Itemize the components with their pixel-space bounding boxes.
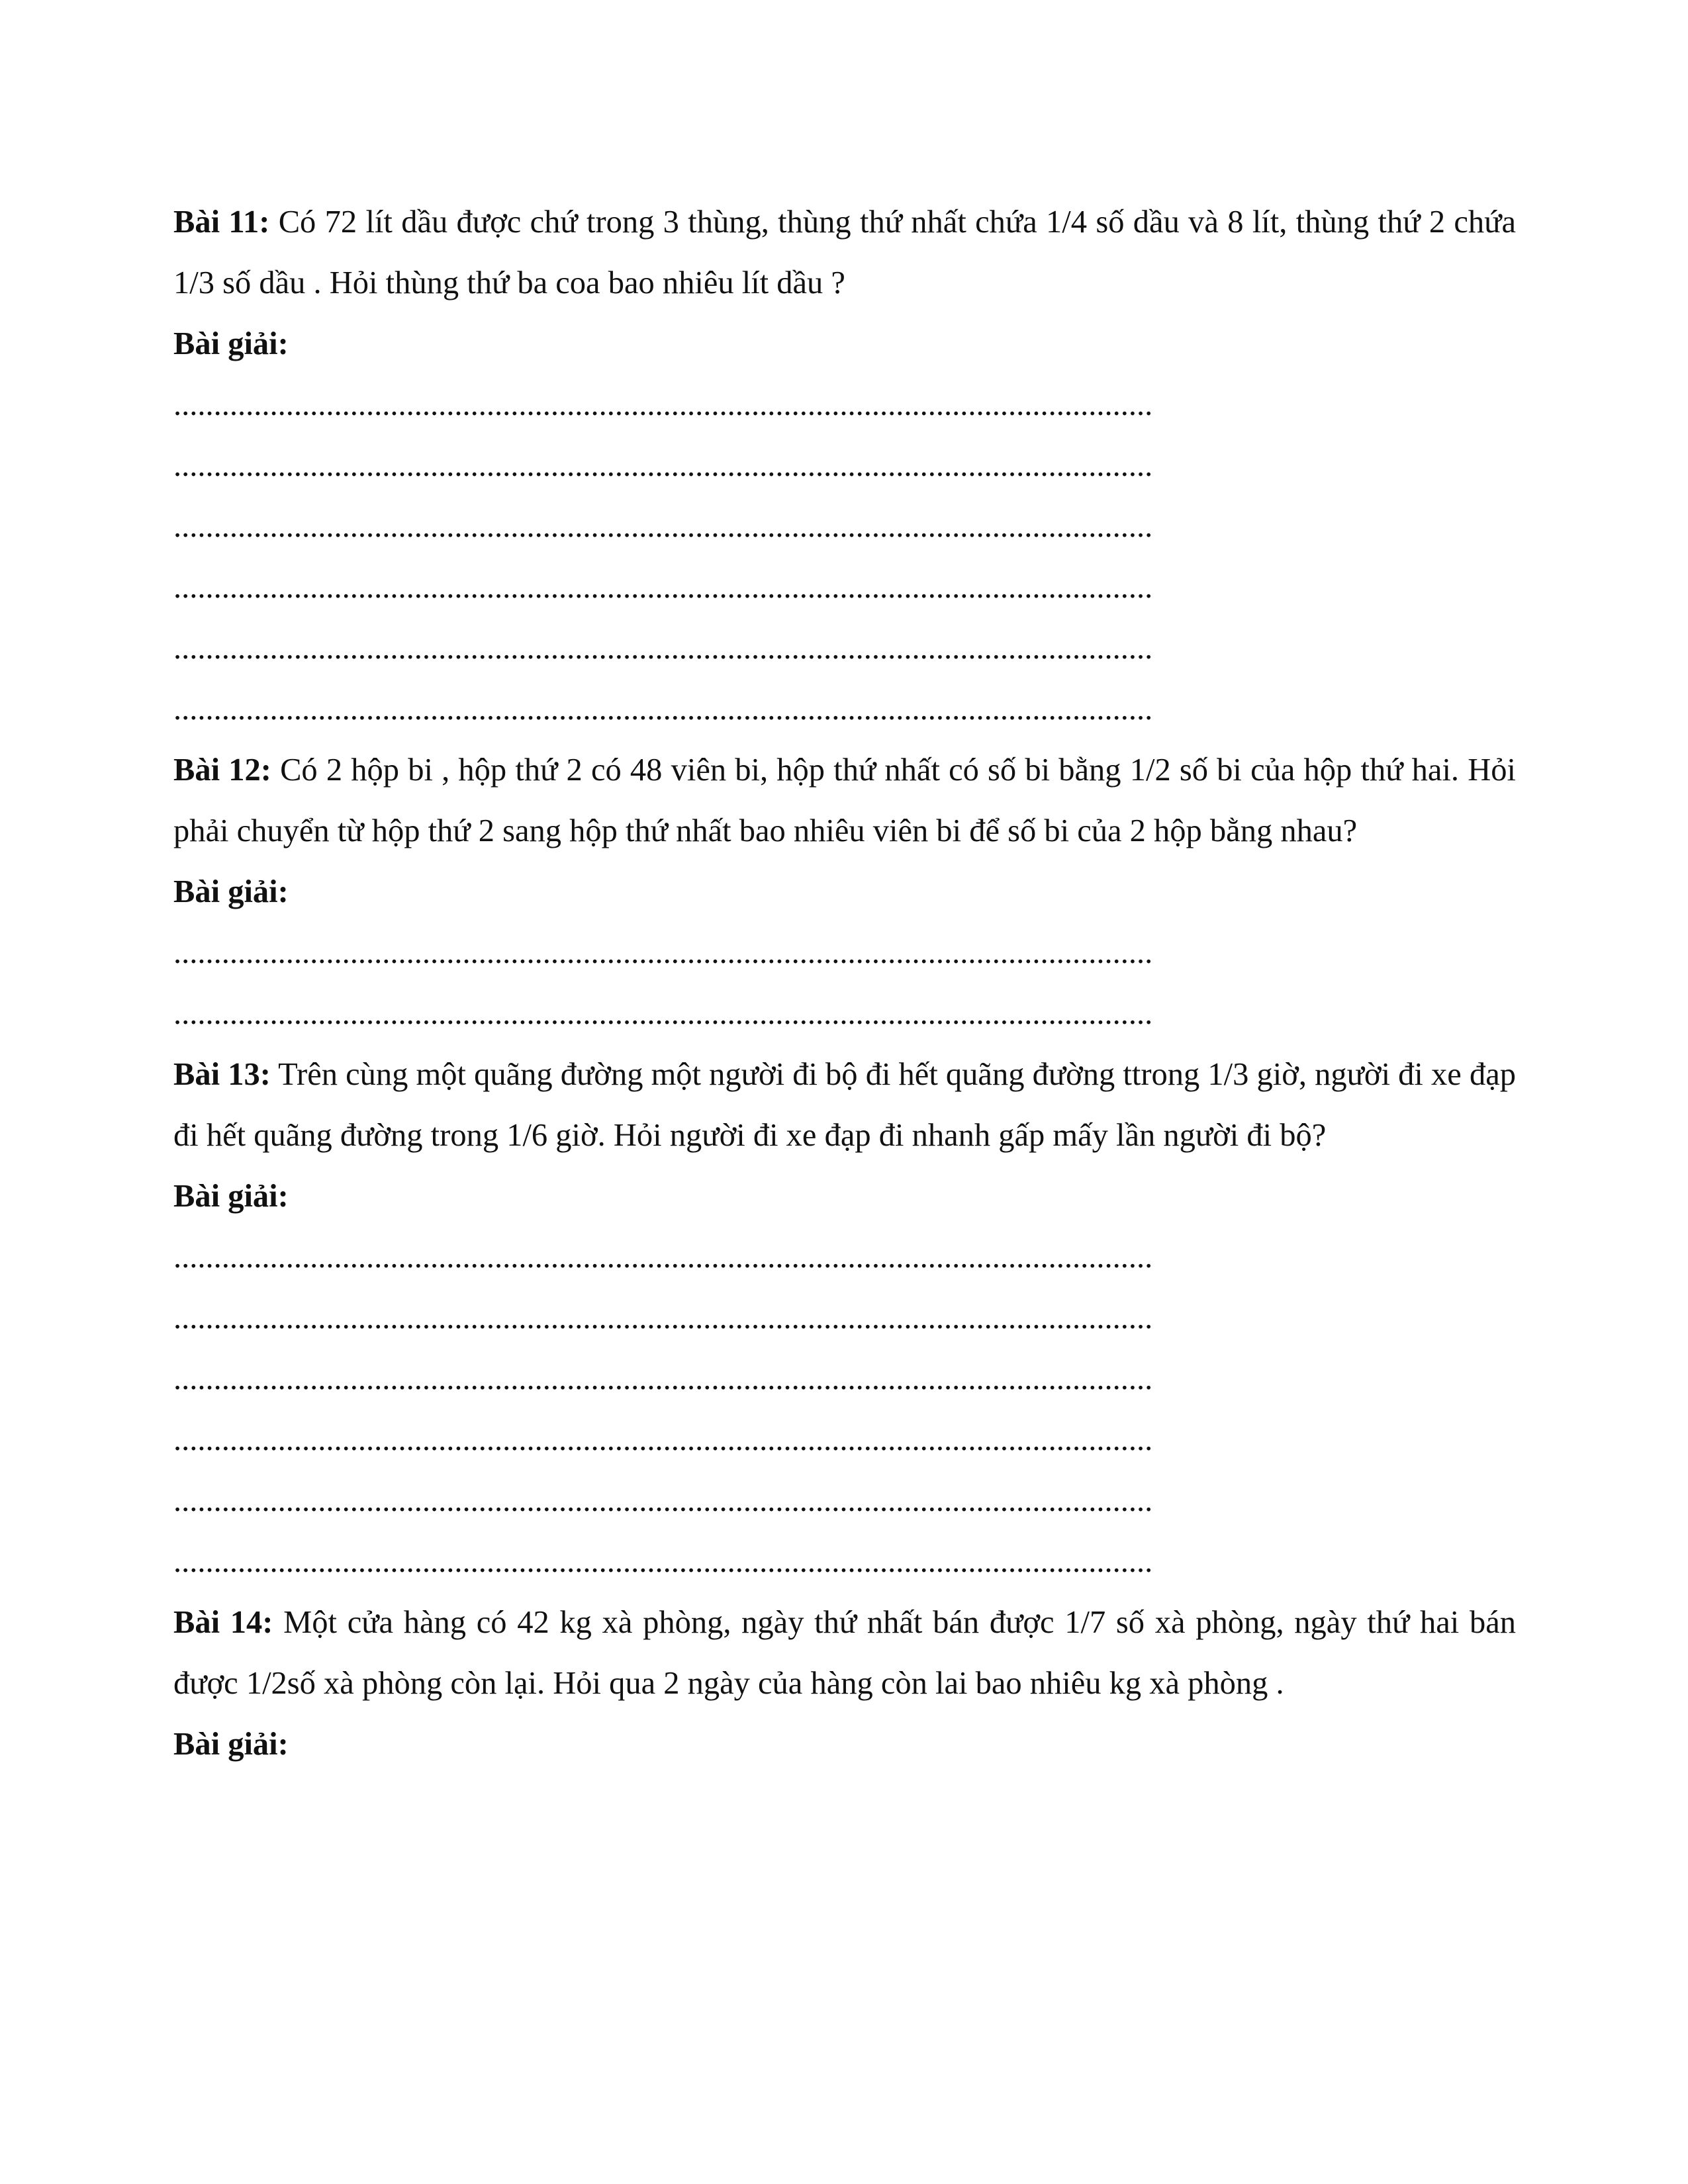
problem-12-text: Có 2 hộp bi , hộp thứ 2 có 48 viên bi, hộp thứ nhất có số bi bằng 1/2 số bi của hộp thứ hai. Hỏi phải chuyển từ hộp thứ 2 sang hộp thứ nhất bao nhiêu viên bi để số bi của 2 hộp bằng nhau? (173, 752, 1516, 848)
answer-line: .......................................................................................................................... (173, 996, 1153, 1031)
worksheet-page (173, 192, 1516, 1775)
answer-line: .......................................................................................................................... (173, 1422, 1153, 1457)
problem-14-statement (173, 1592, 1516, 1714)
problem-12-label: Bài 12: (173, 752, 271, 788)
problem-14 (173, 1592, 1516, 1775)
problem-13-statement (173, 1044, 1516, 1166)
problem-11 (173, 192, 1516, 740)
answer-line: .......................................................................................................................... (173, 1240, 1153, 1275)
answer-line: .......................................................................................................................... (173, 1544, 1153, 1579)
answer-line: .......................................................................................................................... (173, 570, 1153, 605)
problem-11-text: Có 72 lít dầu được chứ trong 3 thùng, thùng thứ nhất chứa 1/4 số dầu và 8 lít, thùng thứ 2 chứa 1/3 số dầu . Hỏi thùng thứ ba coa bao nhiêu lít dầu ? (173, 205, 1516, 300)
answer-line: .......................................................................................................................... (173, 1361, 1153, 1396)
answer-line: .......................................................................................................................... (173, 631, 1153, 666)
answer-line: .......................................................................................................................... (173, 387, 1153, 422)
problem-13-text: Trên cùng một quãng đường một người đi bộ đi hết quãng đường ttrong 1/3 giờ, người đi xe đạp đi hết quãng đường trong 1/6 giờ. Hỏi người đi xe đạp đi nhanh gấp mấy lần người đi bộ? (173, 1057, 1516, 1153)
answer-line: .......................................................................................................................... (173, 509, 1153, 544)
problem-14-label: Bài 14: (173, 1605, 273, 1640)
problem-12-statement (173, 740, 1516, 862)
problem-13 (173, 1044, 1516, 1592)
problem-14-solution-label: Bài giải: (173, 1727, 289, 1762)
answer-line: .......................................................................................................................... (173, 692, 1153, 727)
problem-12-solution-label: Bài giải: (173, 874, 289, 909)
problem-11-statement (173, 192, 1516, 314)
problem-11-solution-label: Bài giải: (173, 326, 289, 361)
problem-11-label: Bài 11: (173, 205, 270, 240)
answer-line: .......................................................................................................................... (173, 935, 1153, 970)
problem-14-text: Một cửa hàng có 42 kg xà phòng, ngày thứ nhất bán được 1/7 số xà phòng, ngày thứ hai bán được 1/2số xà phòng còn lại. Hỏi qua 2 ngày của hàng còn lai bao nhiêu kg xà phòng . (173, 1605, 1516, 1701)
answer-line: .......................................................................................................................... (173, 1300, 1153, 1336)
problem-12 (173, 740, 1516, 1044)
problem-13-solution-label: Bài giải: (173, 1179, 289, 1214)
answer-line: .......................................................................................................................... (173, 448, 1153, 483)
answer-line: .......................................................................................................................... (173, 1483, 1153, 1518)
problem-13-label: Bài 13: (173, 1057, 271, 1092)
